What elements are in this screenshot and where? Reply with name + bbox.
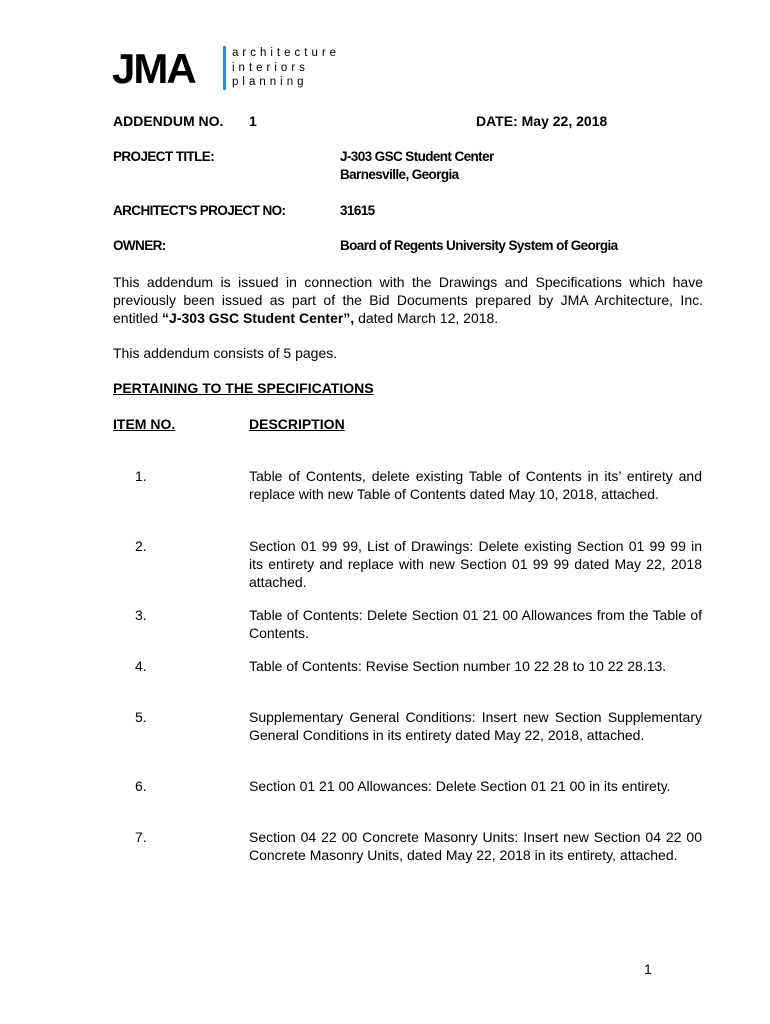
item-description: Table of Contents: Delete Section 01 21 00 Allowances from the Table of Contents. — [249, 607, 702, 641]
project-title-label: PROJECT TITLE: — [113, 149, 215, 164]
item-number: 3. — [135, 607, 147, 623]
item-description: Section 01 99 99, List of Drawings: Delete existing Section 01 99 99 in its entirety and replace with new Section 01 99 99 dated May 22, 2018 attached. — [249, 538, 702, 590]
item-number: 7. — [135, 829, 147, 845]
pages-note: This addendum consists of 5 pages. — [113, 345, 338, 361]
project-title-line2: Barnesville, Georgia — [340, 167, 459, 182]
intro-text-2: dated March 12, 2018. — [354, 310, 499, 326]
owner-label: OWNER: — [113, 238, 166, 253]
item-description: Table of Contents: Revise Section number 10 22 28 to 10 22 28.13. — [249, 658, 667, 674]
logo-divider — [223, 46, 226, 90]
item-number: 2. — [135, 538, 147, 554]
date-line — [476, 113, 607, 129]
logo-line-architecture: architecture — [232, 47, 341, 59]
intro-paragraph — [113, 273, 703, 327]
project-title-line1: J-303 GSC Student Center — [340, 149, 494, 164]
addendum-label: ADDENDUM NO. — [113, 113, 224, 129]
date-value: May 22, 2018 — [521, 113, 608, 129]
project-number-value: 31615 — [340, 203, 375, 218]
logo-mark: JMA — [112, 45, 195, 92]
owner-value: Board of Regents University System of Georgia — [340, 238, 618, 253]
page-number: 1 — [644, 961, 652, 977]
project-number-label: ARCHITECT'S PROJECT NO: — [113, 203, 286, 218]
item-description: Table of Contents, delete existing Table of Contents in its’ entirety and replace with new Table of Contents dated May 10, 2018, attached. — [249, 468, 702, 502]
logo-tagline — [232, 46, 340, 90]
jma-logo — [112, 46, 342, 92]
date-label: DATE: — [476, 113, 518, 129]
item-number: 1. — [135, 468, 147, 484]
intro-project-name: “J-303 GSC Student Center”, — [162, 310, 355, 326]
item-description: Section 01 21 00 Allowances: Delete Section 01 21 00 in its entirety. — [249, 778, 671, 794]
item-number: 5. — [135, 709, 147, 725]
description-header: DESCRIPTION — [249, 416, 345, 432]
logo-line-interiors: interiors — [232, 61, 309, 74]
item-description: Section 04 22 00 Concrete Masonry Units: Insert new Section 04 22 00 Concrete Masonry Units, dated May 22, 2018 in its entirety, attached. — [249, 829, 702, 863]
logo-line-planning: planning — [232, 76, 308, 88]
intro-text-1: This addendum is issued in connection with the Drawings and Specifications which have previously been issued as part of the Bid Documents prepared by JMA Architecture, Inc. entitled — [113, 274, 703, 326]
section-heading: PERTAINING TO THE SPECIFICATIONS — [113, 380, 374, 396]
item-description: Supplementary General Conditions: Insert new Section Supplementary General Conditions in its entirety dated May 22, 2018, attached. — [249, 709, 702, 743]
item-no-header: ITEM NO. — [113, 416, 176, 432]
item-number: 6. — [135, 778, 147, 794]
addendum-number: 1 — [249, 113, 257, 129]
item-number: 4. — [135, 658, 147, 674]
